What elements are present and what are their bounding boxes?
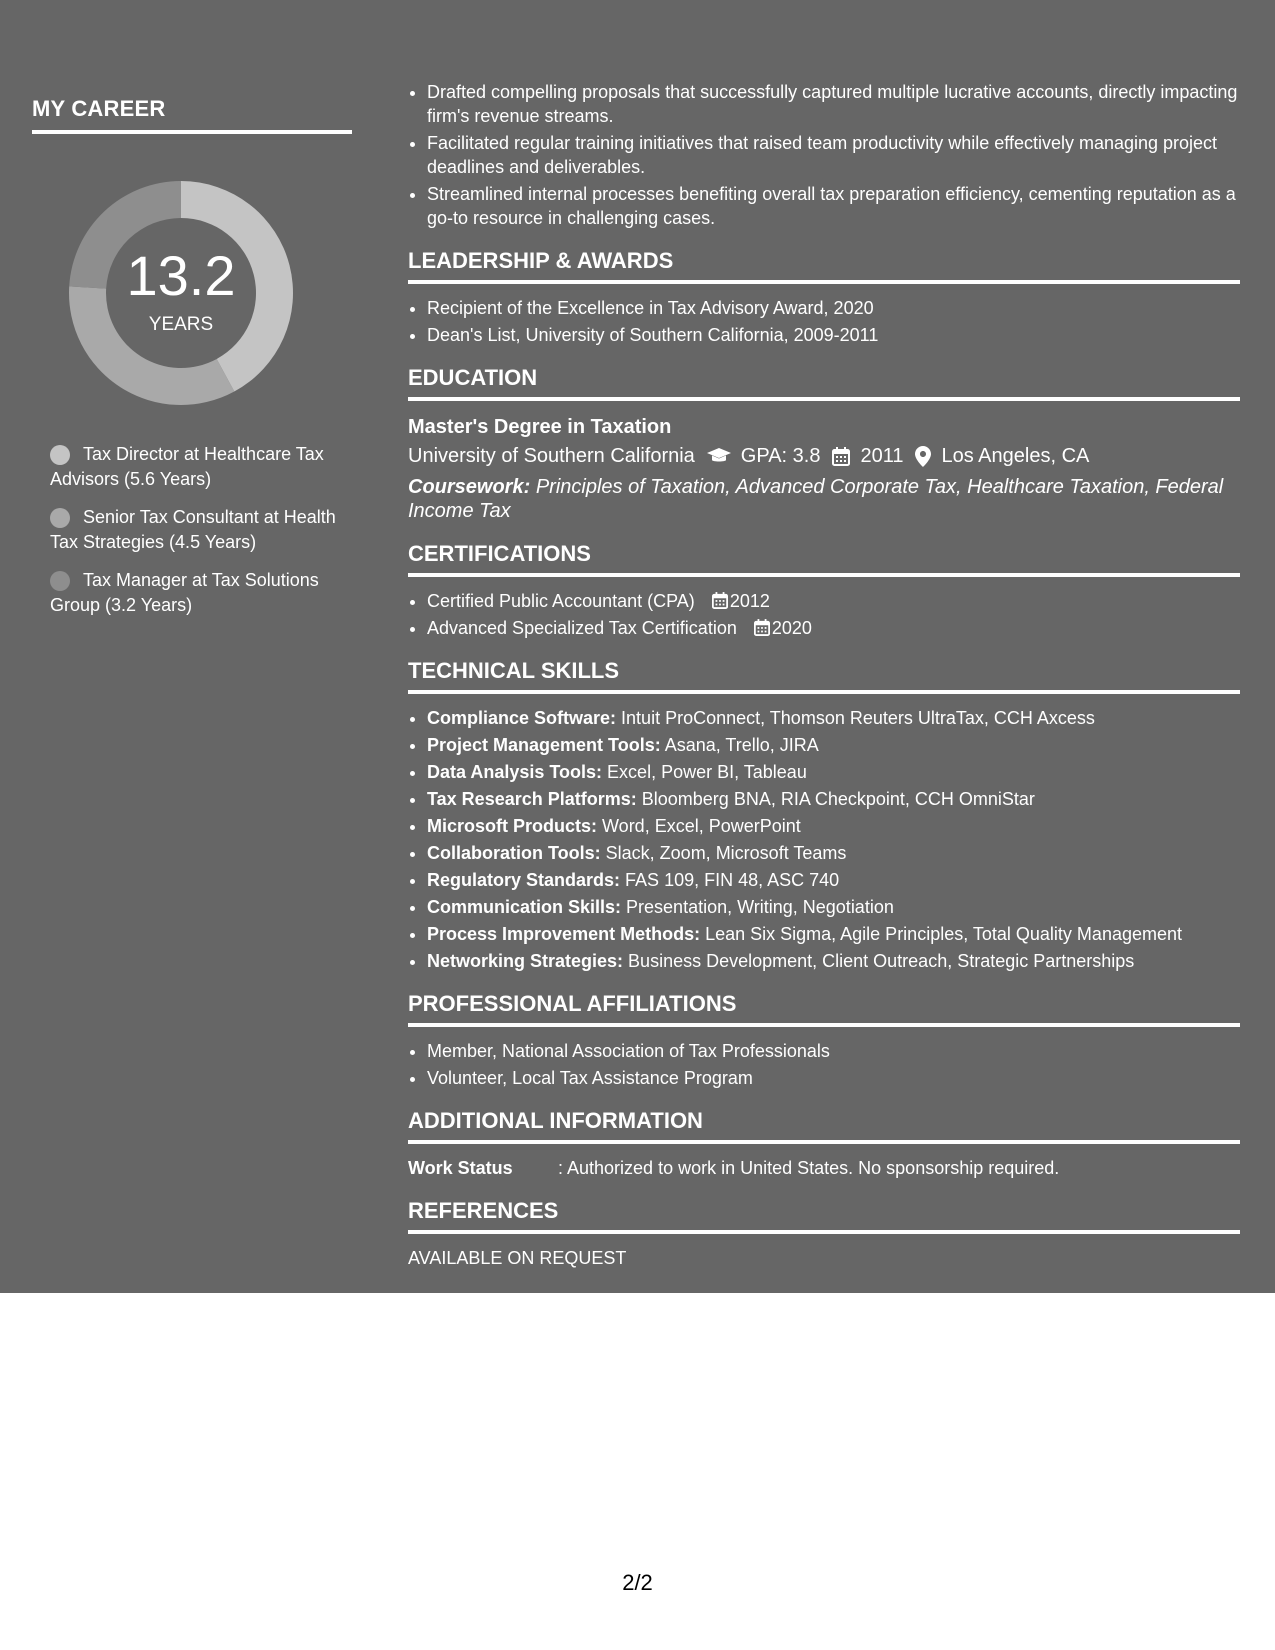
list-item xyxy=(427,895,1240,919)
list-item xyxy=(427,949,1240,973)
section-title-certifications: CERTIFICATIONS xyxy=(408,541,1240,577)
list-item: • Recipient of the Excellence in Tax Advisory Award, 2020 xyxy=(427,296,1240,320)
list-item xyxy=(427,787,1240,811)
list-item xyxy=(427,733,1240,757)
section-title-affiliations: PROFESSIONAL AFFILIATIONS xyxy=(408,991,1240,1027)
list-item xyxy=(427,589,1240,613)
coursework-label: Coursework: xyxy=(408,476,531,498)
skill-label: Regulatory Standards: xyxy=(427,870,621,890)
list-item xyxy=(427,814,1240,838)
education-school: University of Southern California xyxy=(408,445,695,467)
education-year: 2011 xyxy=(860,445,904,467)
list-item: • Streamlined internal processes benefiting overall tax preparation efficiency, cementing reputation as a go-to resource in challenging cases. xyxy=(427,182,1240,230)
certification-year: 2020 xyxy=(771,618,812,638)
list-item: • Dean's List, University of Southern California, 2009-2011 xyxy=(427,323,1240,347)
education-degree: Master's Degree in Taxation xyxy=(408,416,672,438)
section-title-additional: ADDITIONAL INFORMATION xyxy=(408,1108,1240,1144)
section-title-skills: TECHNICAL SKILLS xyxy=(408,658,1240,694)
legend-item xyxy=(50,505,350,555)
skill-value: Word, Excel, PowerPoint xyxy=(597,816,801,836)
skill-value: Presentation, Writing, Negotiation xyxy=(621,897,894,917)
skill-value: Asana, Trello, JIRA xyxy=(660,735,819,755)
total-years-value: 13.2 xyxy=(126,244,236,307)
list-item xyxy=(427,922,1240,946)
page-number: 2/2 xyxy=(622,1570,653,1595)
skill-value: FAS 109, FIN 48, ASC 740 xyxy=(620,870,840,890)
work-status-key: Work Status xyxy=(408,1158,513,1178)
section-title-leadership: LEADERSHIP & AWARDS xyxy=(408,248,1240,284)
section-title-education: EDUCATION xyxy=(408,365,1240,401)
skill-label: Communication Skills: xyxy=(427,897,622,917)
legend-dot-icon xyxy=(50,508,70,528)
skill-label: Microsoft Products: xyxy=(427,816,598,836)
legend-item xyxy=(50,568,350,618)
skill-label: Tax Research Platforms: xyxy=(427,789,637,809)
skill-label: Project Management Tools: xyxy=(427,735,661,755)
list-item xyxy=(427,868,1240,892)
total-years-unit: YEARS xyxy=(148,314,214,335)
location-pin-icon xyxy=(915,446,931,467)
list-item xyxy=(427,616,1240,640)
certification-name: Advanced Specialized Tax Certification xyxy=(427,618,737,638)
certification-name: Certified Public Accountant (CPA) xyxy=(427,591,695,611)
experience-bullets xyxy=(408,80,1240,230)
legend-label: Tax Manager at Tax Solutions Group (3.2 Years) xyxy=(50,570,319,615)
career-donut-chart xyxy=(66,178,296,408)
career-sidebar xyxy=(32,96,352,631)
leadership-list xyxy=(408,296,1240,347)
list-item: • Member, National Association of Tax Professionals xyxy=(427,1039,1240,1063)
references-text: AVAILABLE ON REQUEST xyxy=(408,1248,627,1268)
skill-label: Data Analysis Tools: xyxy=(427,762,603,782)
skill-label: Collaboration Tools: xyxy=(427,843,601,863)
list-item: • Volunteer, Local Tax Assistance Program xyxy=(427,1066,1240,1090)
skills-list xyxy=(408,706,1240,973)
skill-value: Lean Six Sigma, Agile Principles, Total Quality Management xyxy=(700,924,1182,944)
legend-label: Tax Director at Healthcare Tax Advisors (5.6 Years) xyxy=(50,444,324,489)
work-status-row xyxy=(408,1156,1240,1180)
main-content xyxy=(408,80,1240,1270)
education-details xyxy=(408,441,1240,471)
section-title-references: REFERENCES xyxy=(408,1198,1240,1234)
legend-dot-icon xyxy=(50,571,70,591)
work-status-value: : Authorized to work in United States. No sponsorship required. xyxy=(558,1158,1060,1178)
legend-label: Senior Tax Consultant at Health Tax Strategies (4.5 Years) xyxy=(50,507,336,552)
graduation-cap-icon xyxy=(707,447,731,465)
affiliations-list xyxy=(408,1039,1240,1090)
career-title: MY CAREER xyxy=(32,96,352,134)
legend-dot-icon xyxy=(50,445,70,465)
calendar-icon xyxy=(712,592,728,609)
certification-year: 2012 xyxy=(729,591,770,611)
skill-value: Business Development, Client Outreach, Strategic Partnerships xyxy=(623,951,1135,971)
skill-value: Bloomberg BNA, RIA Checkpoint, CCH OmniStar xyxy=(636,789,1035,809)
education-gpa: GPA: 3.8 xyxy=(740,445,821,467)
skill-value: Slack, Zoom, Microsoft Teams xyxy=(600,843,847,863)
coursework-value: Principles of Taxation, Advanced Corporate Tax, Healthcare Taxation, Federal Income Tax xyxy=(408,476,1224,522)
list-item: • Facilitated regular training initiatives that raised team productivity while effectively managing project deadlines and deliverables. xyxy=(427,131,1240,179)
calendar-icon xyxy=(754,619,770,636)
education-coursework xyxy=(408,475,1240,523)
education-location: Los Angeles, CA xyxy=(941,445,1090,467)
certifications-list xyxy=(408,589,1240,640)
skill-label: Process Improvement Methods: xyxy=(427,924,701,944)
calendar-icon xyxy=(832,447,850,466)
career-legend xyxy=(50,442,350,618)
list-item xyxy=(427,706,1240,730)
skill-label: Networking Strategies: xyxy=(427,951,624,971)
skill-value: Excel, Power BI, Tableau xyxy=(602,762,807,782)
list-item xyxy=(427,760,1240,784)
skill-label: Compliance Software: xyxy=(427,708,617,728)
legend-item xyxy=(50,442,350,492)
list-item xyxy=(427,841,1240,865)
skill-value: Intuit ProConnect, Thomson Reuters UltraTax, CCH Axcess xyxy=(616,708,1095,728)
list-item: • Drafted compelling proposals that successfully captured multiple lucrative accounts, directly impacting firm's revenue streams. xyxy=(427,80,1240,128)
